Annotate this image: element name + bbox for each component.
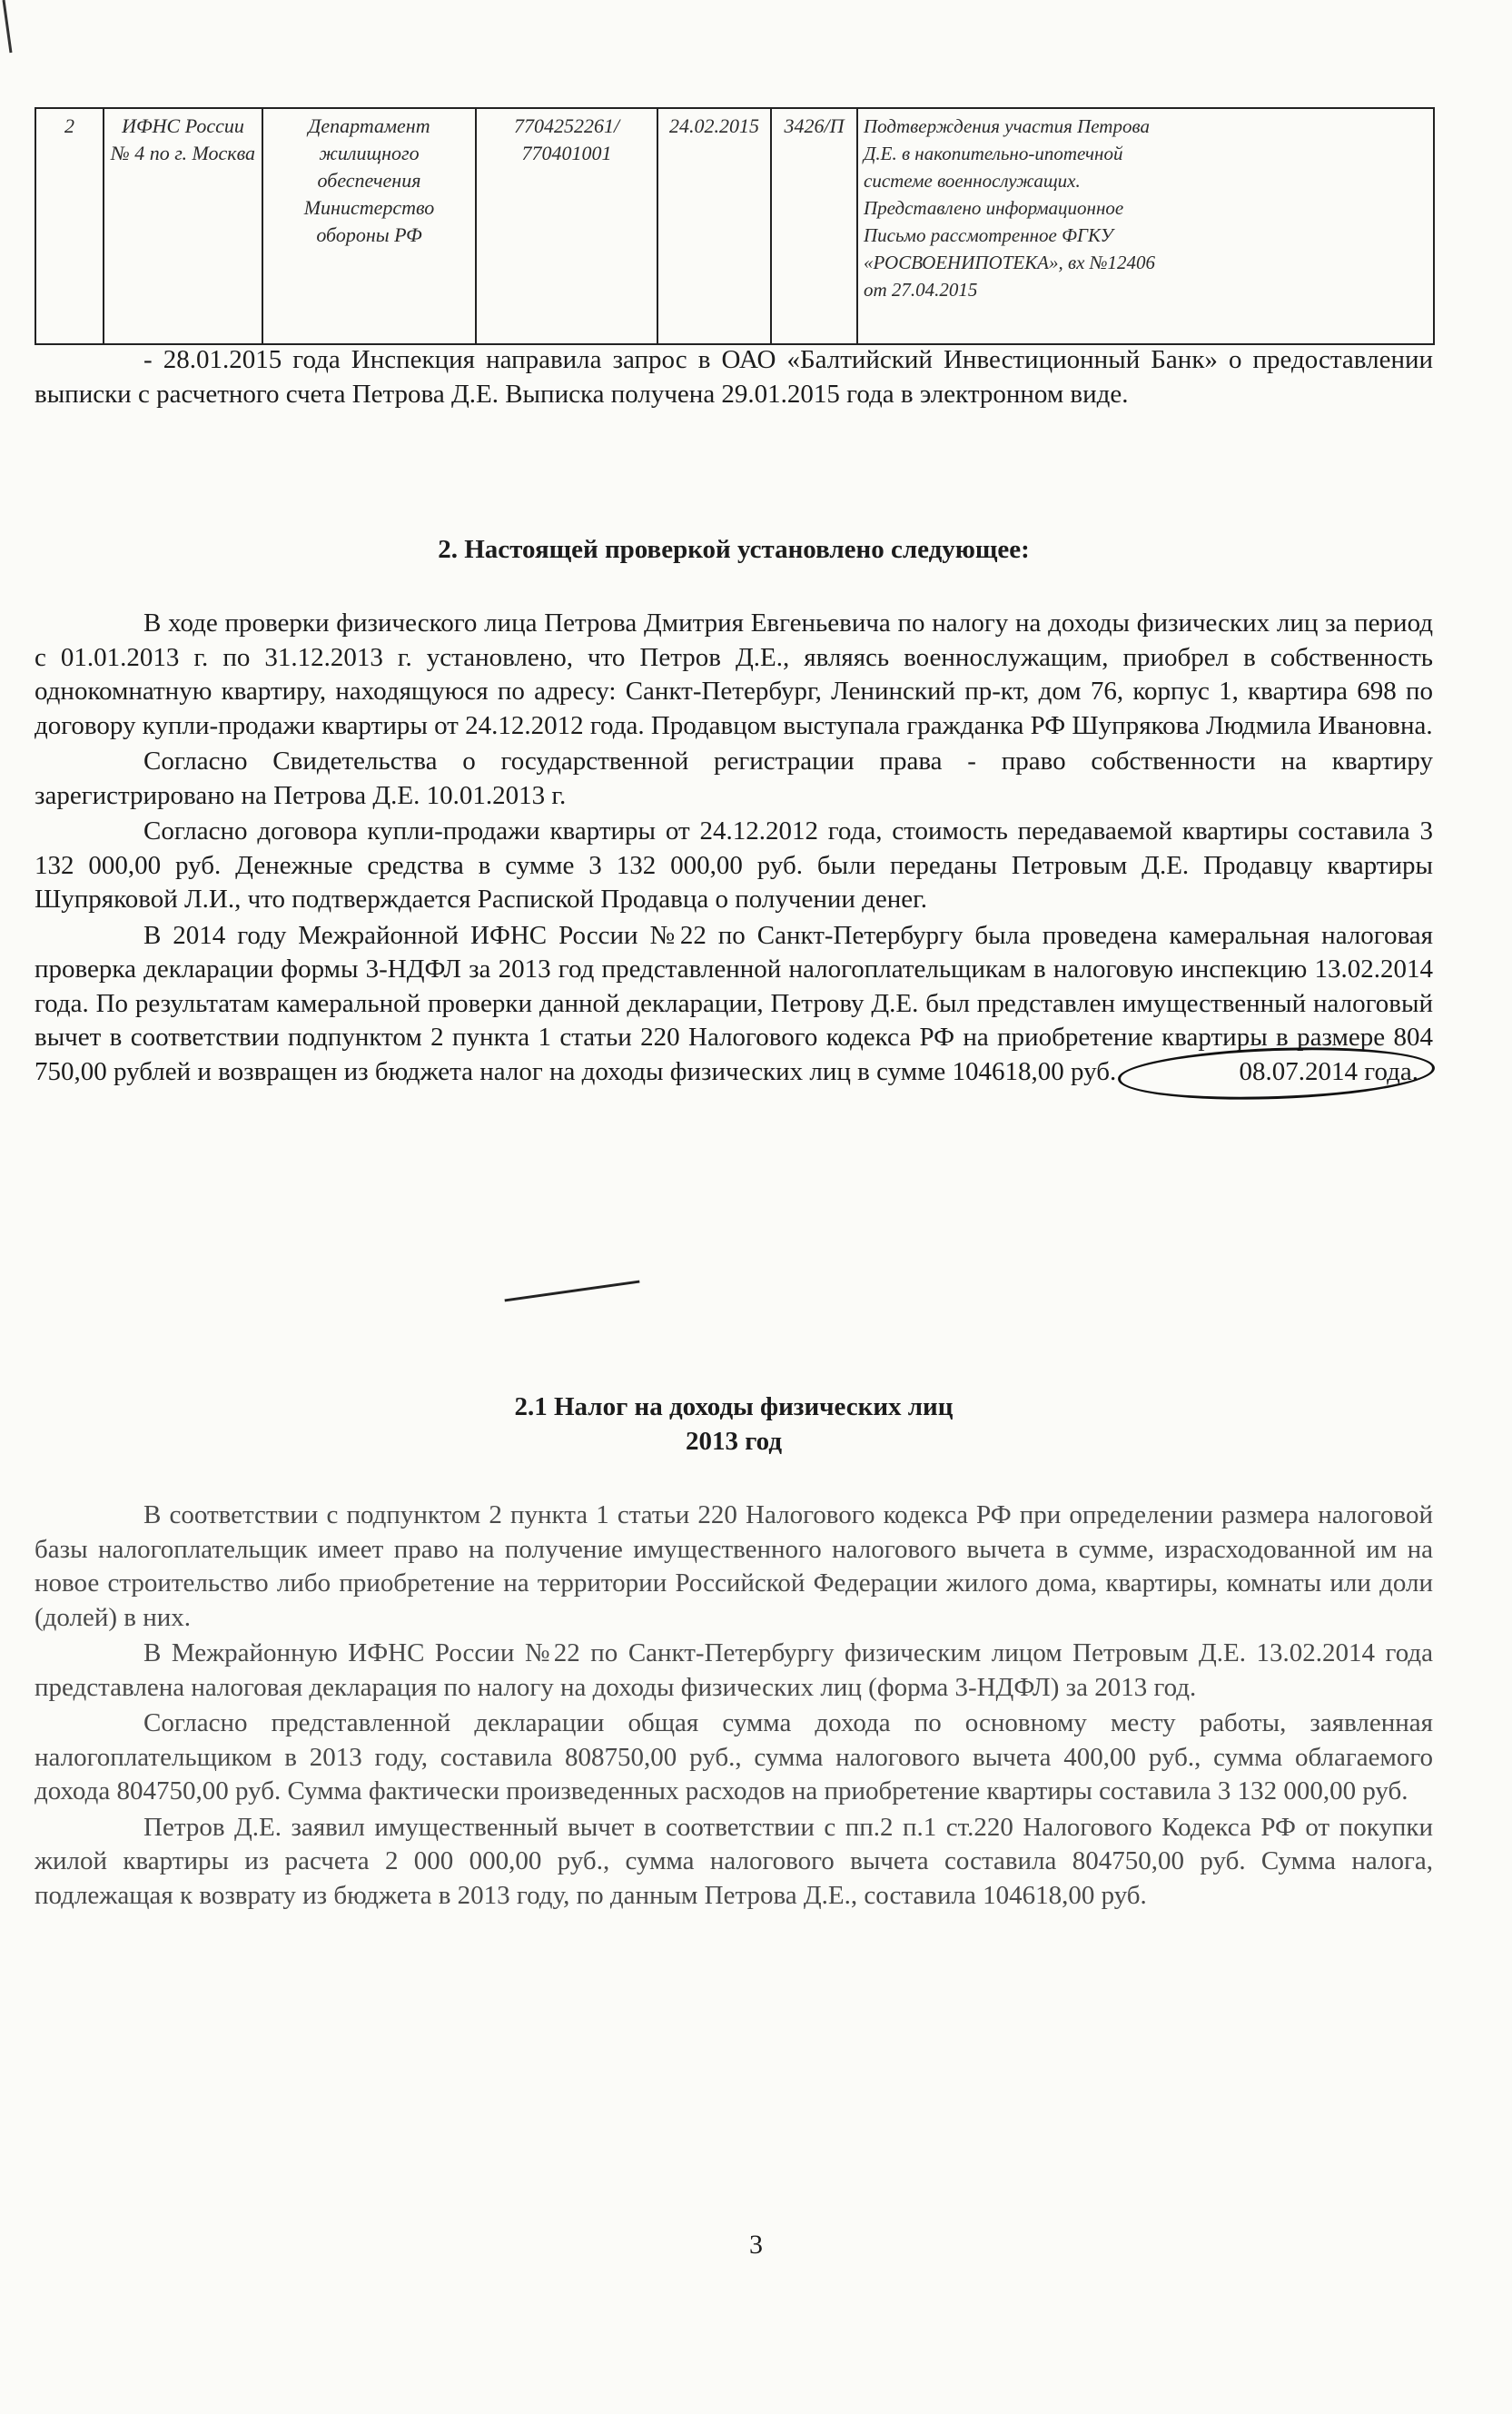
- description-line: «РОСВОЕНИПОТЕКА», вх №12406: [864, 252, 1155, 273]
- section2-heading: 2. Настоящей проверкой установлено следующее:: [438, 535, 1030, 564]
- section21-heading-line1: 2.1 Налог на доходы физических лиц: [514, 1392, 954, 1421]
- section21-heading: [35, 1390, 1433, 1459]
- section21-paragraph-4: Петров Д.Е. заявил имущественный вычет в соответствии с пп.2 п.1 ст.220 Налогового Кодекса РФ от покупки жилой квартиры из расчета 2 000 000,00 руб., сумма налогового вычета составила 804750,00 руб. Сумма налога, подлежащая к возврату из бюджета в 2013 году, по данным Петрова Д.Е., составила 104618,00 руб.: [35, 1812, 1433, 1910]
- section21-body: [35, 1499, 1433, 1913]
- records-table: [35, 107, 1435, 345]
- description-line: Представлено информационное: [864, 197, 1124, 219]
- section2-paragraph-1: В ходе проверки физического лица Петрова Дмитрия Евгеньевича по налогу на доходы физических лиц за период с 01.01.2013 г. по 31.12.2013 г. установлено, что Петров Д.Е., являясь военнослужащим, приобрел в собственность однокомнатную квартиру, находящуюся по адресу: Санкт-Петербург, Ленинский пр-кт, дом 76, корпус 1, квартира 698 по договору купли-продажи квартиры от 24.12.2012 года. Продавцом выступала гражданка РФ Шупрякова Людмила Ивановна.: [35, 608, 1433, 740]
- cell-inn-kpp: 7704252261/ 770401001: [476, 108, 657, 344]
- cell-authority: ИФНС России № 4 по г. Москва: [104, 108, 262, 344]
- scan-corner-mark: [0, 0, 27, 54]
- description-line: Д.Е. в накопительно-ипотечной: [864, 143, 1123, 164]
- section2-body: [35, 607, 1433, 1089]
- section21-paragraph-3: Согласно представленной декларации общая сумма дохода по основному месту работы, заявленная налогоплательщиком в 2013 году, составила 808750,00 руб., сумма налогового вычета 400,00 руб., сумма облагаемого дохода 804750,00 руб. Сумма фактически произведенных расходов на приобретение квартиры составила 3 132 000,00 руб.: [35, 1708, 1433, 1806]
- section2-paragraph-3: Согласно договора купли-продажи квартиры от 24.12.2012 года, стоимость передаваемой квартиры составила 3 132 000,00 руб. Денежные средства в сумме 3 132 000,00 руб. были переданы Петровым Д.Е. Продавцу квартиры Шупряковой Л.И., что подтверждается Распиской Продавца о получении денег.: [35, 816, 1433, 914]
- section2-paragraph-4: [35, 919, 1433, 1090]
- section2-paragraph-4-text: В 2014 году Межрайонной ИФНС России №22 по Санкт-Петербургу была проведена камеральная налоговая проверка декларации формы 3-НДФЛ за 2013 год представленной налогоплательщикам в налоговую инспекцию 13.02.2014 года. По результатам камеральной проверки данной декларации, Петрову Д.Е. был представлен имущественный налоговый вычет в соответствии подпунктом 2 пункта 1 статьи 220 Налогового кодекса РФ на приобретение квартиры в размере 804 750,00 рублей и возвращен из бюджета налог на доходы физических лиц в сумме 104618,00 руб.: [35, 920, 1433, 1086]
- description-line: системе военнослужащих.: [864, 170, 1081, 192]
- circled-date: 08.07.2014 года.: [1123, 1055, 1426, 1090]
- intro-block: [35, 343, 1433, 411]
- page-number: 3: [749, 2230, 763, 2260]
- intro-paragraph: - 28.01.2015 года Инспекция направила запрос в ОАО «Балтийский Инвестиционный Банк» о предоставлении выписки с расчетного счета Петрова Д.Е. Выписка получена 29.01.2015 года в электронном виде.: [35, 345, 1433, 409]
- description-line: Подтверждения участия Петрова: [864, 115, 1150, 137]
- cell-date: 24.02.2015: [657, 108, 771, 344]
- description-line: Письмо рассмотренное ФГКУ: [864, 224, 1113, 246]
- cell-doc-number: 3426/П: [771, 108, 857, 344]
- cell-number: 2: [35, 108, 104, 344]
- description-line: от 27.04.2015: [864, 279, 978, 301]
- section2-paragraph-2: Согласно Свидетельства о государственной регистрации права - право собственности на квартиру зарегистрировано на Петрова Д.Е. 10.01.2013 г.: [35, 747, 1433, 810]
- table-row: [35, 108, 1434, 344]
- section21-paragraph-1: В соответствии с подпунктом 2 пункта 1 статьи 220 Налогового кодекса РФ при определении размера налоговой базы налогоплательщик имеет право на получение имущественного налогового вычета в сумме, израсходованной им на новое строительство либо приобретение на территории Российской Федерации жилого дома, квартиры, комнаты или доли (долей) в них.: [35, 1500, 1433, 1632]
- handwritten-strike-mark: [505, 1281, 640, 1302]
- section21-paragraph-2: В Межрайонную ИФНС России №22 по Санкт-Петербургу физическим лицом Петровым Д.Е. 13.02.2014 года представлена налоговая декларация по налогу на доходы физических лиц (форма 3-НДФЛ) за 2013 год.: [35, 1638, 1433, 1702]
- cell-organization: Департамент жилищного обеспечения Министерство обороны РФ: [262, 108, 476, 344]
- cell-description: [857, 108, 1434, 344]
- section21-heading-line2: 2013 год: [685, 1427, 783, 1456]
